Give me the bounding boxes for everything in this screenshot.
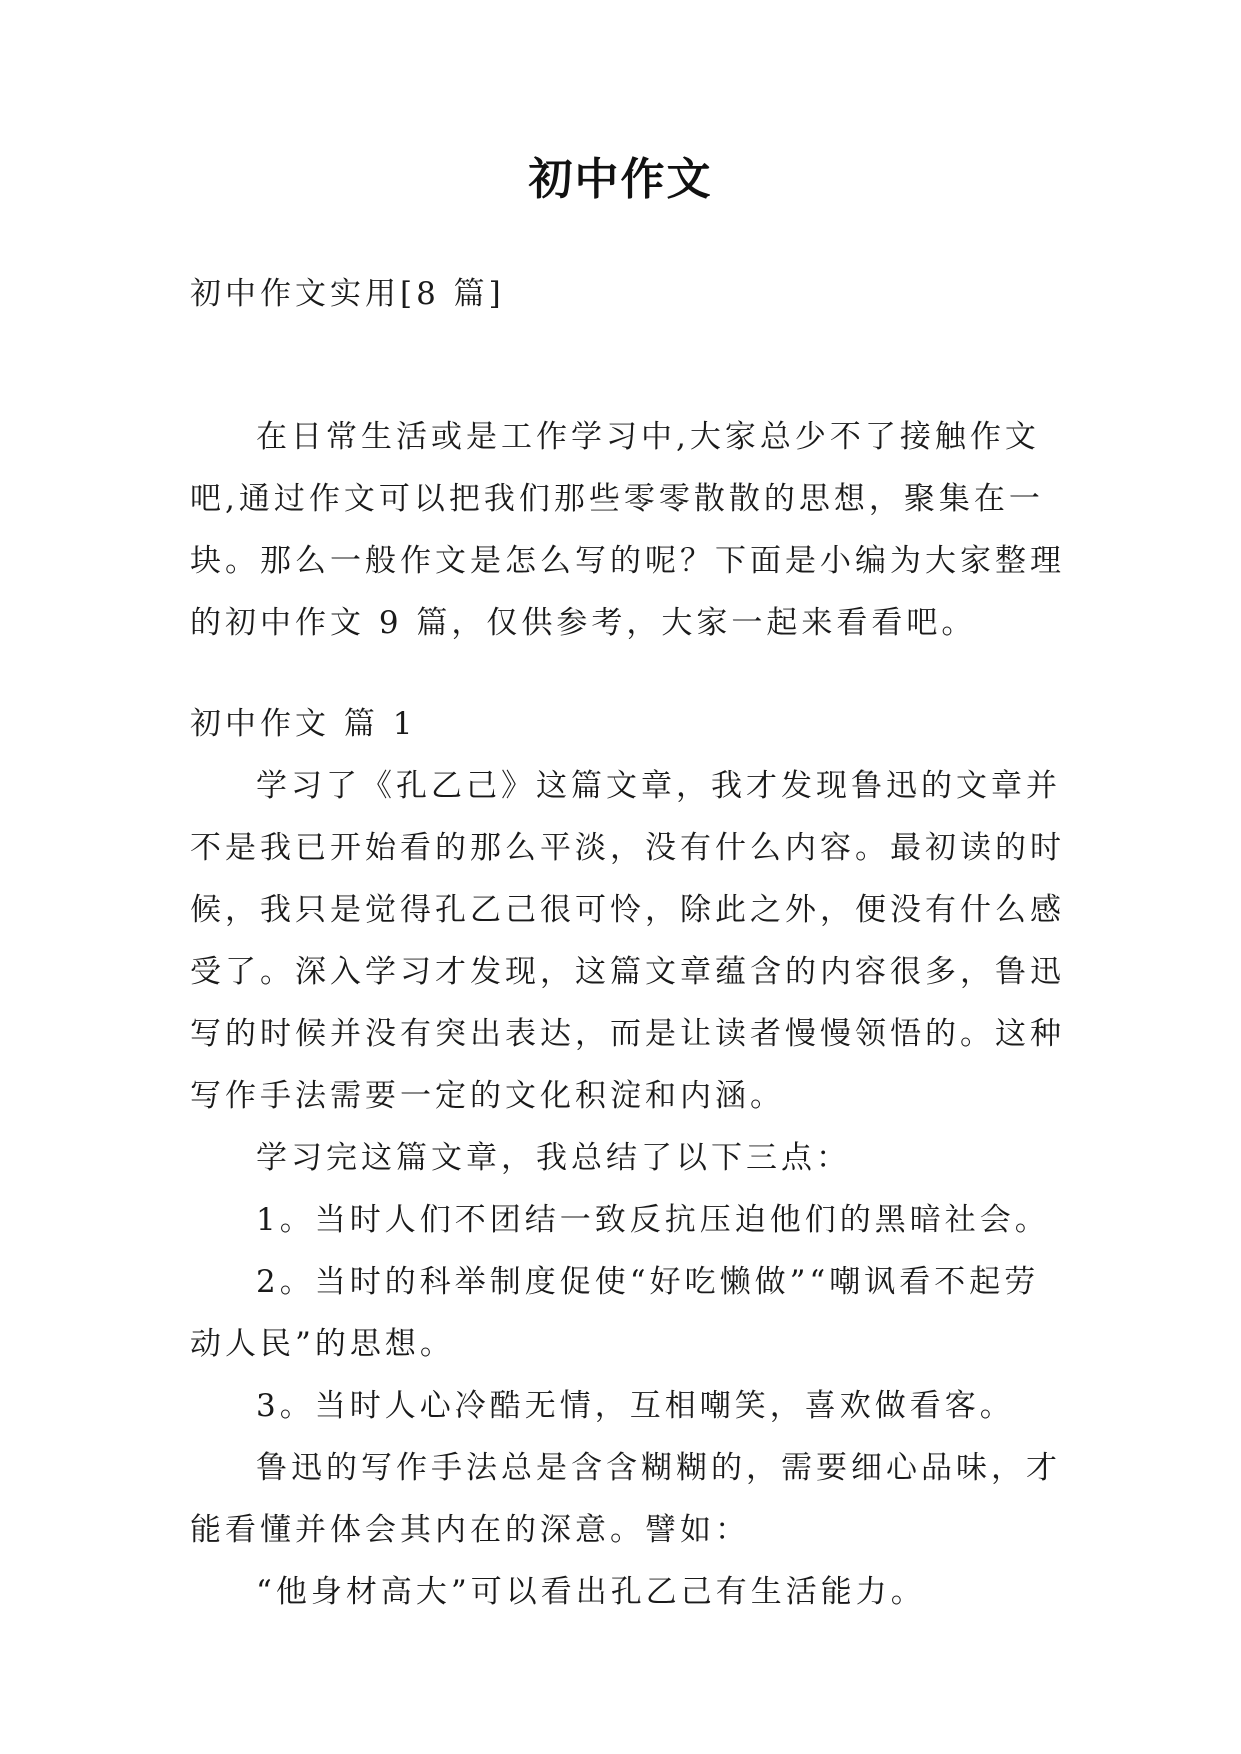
document-subtitle xyxy=(190,263,1070,325)
intro-section xyxy=(190,406,1070,654)
section-1-paragraph: 学习完这篇文章，我总结了以下三点： xyxy=(256,1140,851,1176)
section-1-paragraph: 3。当时人心冷酷无情，互相嘲笑，喜欢做看客。 xyxy=(256,1388,1015,1424)
intro-paragraph: 在日常生活或是工作学习中,大家总少不了接触作文吧,通过作文可以把我们那些零零散散的思想，聚集在一块。那么一般作文是怎么写的呢？下面是小编为大家整理的初中作文 9 篇，仅供参考，大家一起来看看吧。 xyxy=(190,419,1065,641)
section-1-paragraph: 2。当时的科举制度促使“好吃懒做”“嘲讽看不起劳动人民”的思想。 xyxy=(190,1264,1040,1362)
section-1 xyxy=(190,693,1070,1623)
section-1-paragraph: 学习了《孔乙己》这篇文章，我才发现鲁迅的文章并不是我已开始看的那么平淡，没有什么内容。最初读的时候，我只是觉得孔乙己很可怜，除此之外，便没有什么感受了。深入学习才发现，这篇文章蕴含的内容很多，鲁迅写的时候并没有突出表达，而是让读者慢慢领悟的。这种写作手法需要一定的文化积淀和内涵。 xyxy=(190,768,1065,1114)
subtitle-text: 初中作文实用[8 篇] xyxy=(190,276,505,312)
section-1-paragraph: “他身材高大”可以看出孔乙己有生活能力。 xyxy=(256,1574,926,1610)
document-title: 初中作文 xyxy=(528,154,713,205)
section-1-paragraph: 1。当时人们不团结一致反抗压迫他们的黑暗社会。 xyxy=(256,1202,1050,1238)
section-1-paragraph: 鲁迅的写作手法总是含含糊糊的，需要细心品味，才能看懂并体会其内在的深意。譬如： xyxy=(190,1450,1061,1548)
section-1-heading: 初中作文 篇 1 xyxy=(190,706,417,742)
